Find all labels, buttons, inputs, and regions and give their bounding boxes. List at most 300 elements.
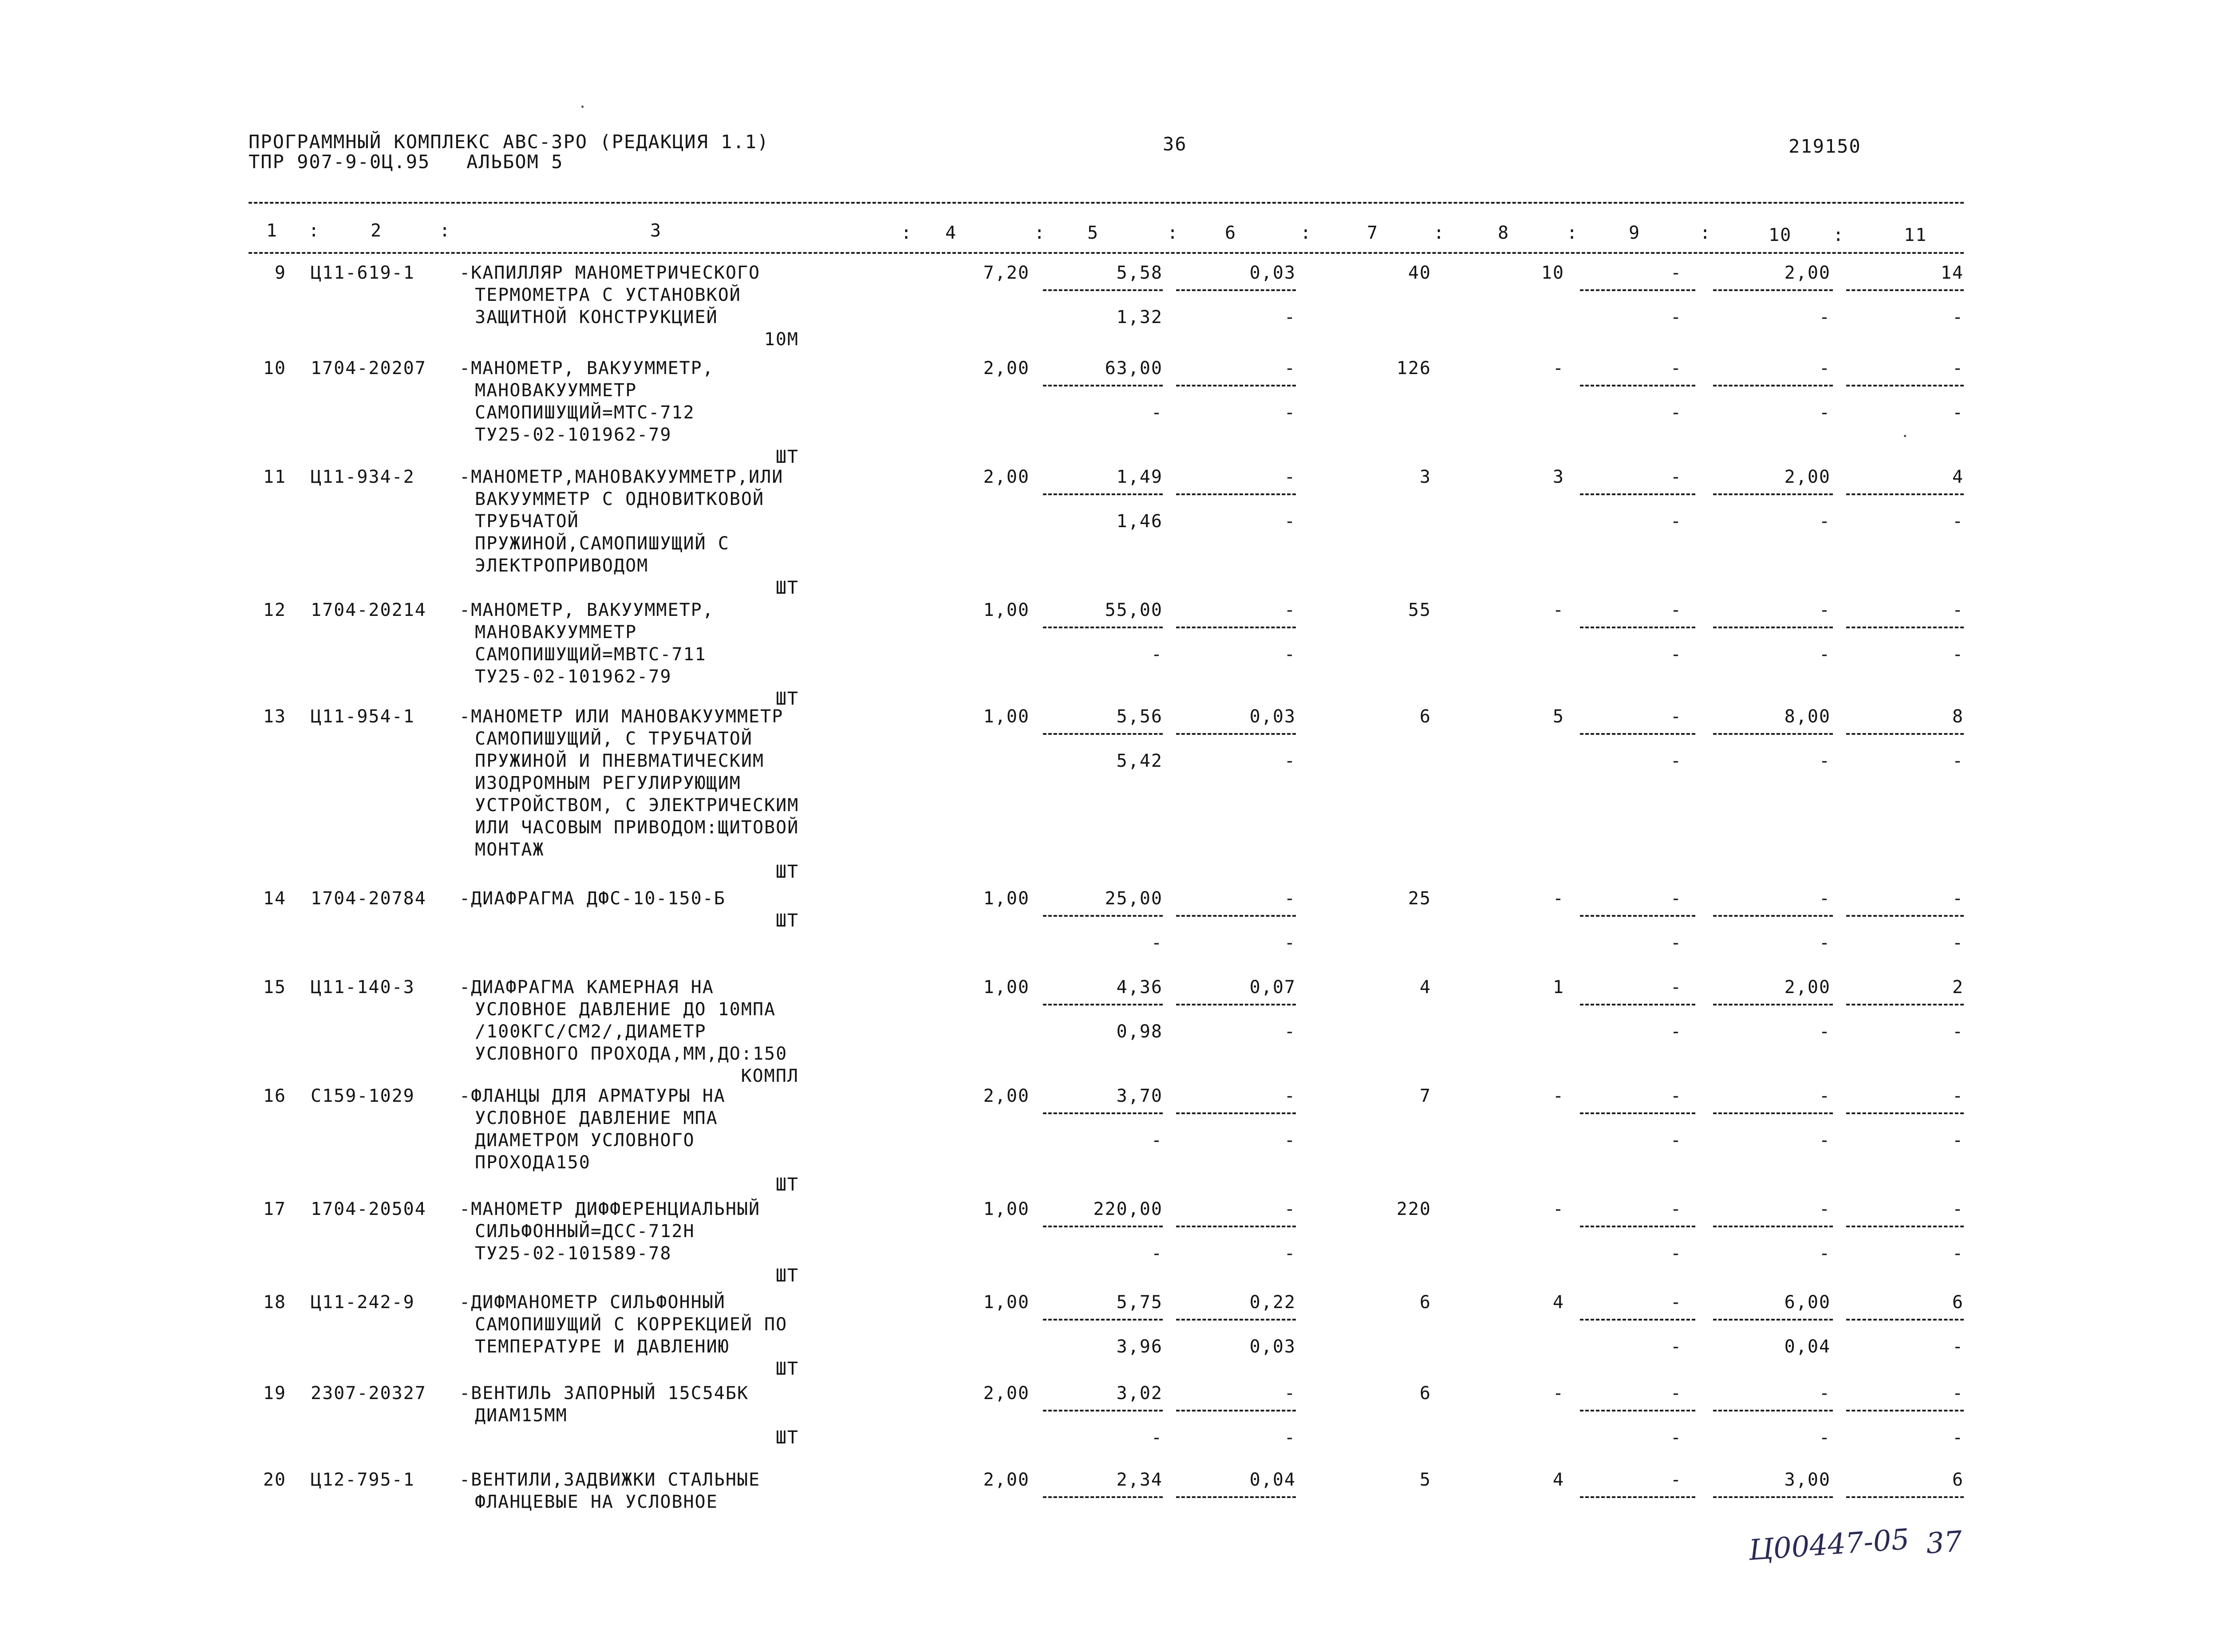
value-c5: 5,56 [1116,706,1163,727]
col-header-3: 3 [650,221,662,241]
value-c6b: - [1284,402,1296,423]
item-description: -ДИАФРАГМА КАМЕРНАЯ НА [459,977,714,998]
value-c11: - [1952,1383,1964,1404]
value-c9: - [1670,1292,1682,1313]
value-c9b: - [1670,751,1682,771]
value-c5: 1,49 [1116,467,1163,487]
value-c7: 4 [1419,977,1431,998]
item-description: ТЕМПЕРАТУРЕ И ДАВЛЕНИЮ [475,1337,730,1357]
value-c11: - [1952,888,1964,909]
norm-code: Ц11-954-1 [311,706,415,727]
value-c8: - [1552,1086,1564,1106]
item-description: -МАНОМЕТР ИЛИ МАНОВАКУУММЕТР [459,706,784,727]
value-c4: 2,00 [983,467,1030,487]
value-c5b: 1,32 [1116,307,1163,327]
value-c10: 8,00 [1784,706,1831,727]
norm-code: Ц12-795-1 [311,1470,415,1490]
value-c11: - [1952,1086,1964,1106]
value-c9b: - [1670,307,1682,327]
col-header-7: 7 [1367,223,1379,243]
value-underline [1713,289,1833,291]
value-underline [1713,1410,1833,1411]
item-description: -КАПИЛЛЯР МАНОМЕТРИЧЕСКОГО [459,263,761,283]
value-c10: 2,00 [1784,467,1831,487]
value-c6b: 0,03 [1249,1337,1296,1357]
value-c9b: - [1670,1337,1682,1357]
item-description: САМОПИШУЩИЙ С КОРРЕКЦИЕЙ ПО [475,1314,788,1335]
value-c11: 6 [1952,1292,1964,1313]
value-c5b: - [1151,644,1163,665]
unit-label: ШТ [775,1427,799,1448]
value-underline [1580,1410,1695,1411]
value-c6b: - [1284,751,1296,771]
norm-code: Ц11-619-1 [311,263,415,283]
value-underline [1713,493,1833,495]
norm-code: 1704-20784 [311,888,426,909]
value-c6: - [1284,600,1296,620]
item-description: ТЕРМОМЕТРА С УСТАНОВКОЙ [475,285,741,305]
item-description: САМОПИШУЩИЙ, С ТРУБЧАТОЙ [475,729,753,749]
value-underline [1043,1226,1163,1227]
value-c6b: - [1284,307,1296,327]
row-number: 10 [263,358,286,379]
value-c11b: - [1952,1021,1964,1042]
value-c8: - [1552,600,1564,620]
value-c7: 126 [1396,358,1431,379]
item-description: ДИАМЕТРОМ УСЛОВНОГО [475,1130,695,1151]
value-underline [1043,493,1163,495]
item-description: -МАНОМЕТР,МАНОВАКУУММЕТР,ИЛИ [459,467,784,487]
row-number: 9 [274,263,286,283]
item-description: -МАНОМЕТР ДИФФЕРЕНЦИАЛЬНЫЙ [459,1199,761,1219]
item-description: МАНОВАКУУММЕТР [475,622,637,643]
value-underline [1846,1226,1964,1227]
norm-code: С159-1029 [311,1086,415,1106]
value-c8: 4 [1552,1292,1564,1313]
value-c6: - [1284,1383,1296,1404]
value-underline [1043,1410,1163,1411]
norm-code: 1704-20207 [311,358,426,379]
row-number: 15 [263,977,286,998]
col-separator: : [1433,223,1445,243]
value-c4: 1,00 [983,600,1030,620]
value-c11: - [1952,358,1964,379]
value-c10: - [1819,888,1831,909]
value-underline [1713,915,1833,917]
value-c9: - [1670,467,1682,487]
value-c11b: - [1952,933,1964,953]
value-c6: 0,03 [1249,706,1296,727]
value-underline [1580,1004,1695,1005]
value-c8: - [1552,888,1564,909]
value-c5: 55,00 [1105,600,1163,620]
value-c7: 3 [1419,467,1431,487]
value-c5b: 3,96 [1116,1337,1163,1357]
value-underline [1176,289,1296,291]
item-description: ДИАМ15ММ [475,1405,568,1426]
value-underline [1043,1112,1163,1114]
value-c9: - [1670,600,1682,620]
value-underline [1713,1226,1833,1227]
value-c11b: - [1952,1427,1964,1448]
col-header-11: 11 [1904,225,1927,245]
value-c5b: 0,98 [1116,1021,1163,1042]
value-underline [1176,1226,1296,1227]
item-description: УСЛОВНОЕ ДАВЛЕНИЕ ДО 10МПА [475,999,776,1020]
value-underline [1846,289,1964,291]
value-c7: 25 [1408,888,1431,909]
value-c9b: - [1670,1021,1682,1042]
value-c11: 8 [1952,706,1964,727]
unit-label: ШТ [775,689,799,709]
value-c6b: - [1284,1130,1296,1151]
value-underline [1176,1319,1296,1321]
value-c5b: - [1151,1130,1163,1151]
value-c10: - [1819,1086,1831,1106]
value-c10: - [1819,600,1831,620]
value-c5b: 1,46 [1116,511,1163,532]
value-underline [1846,733,1964,735]
item-description: УСТРОЙСТВОМ, С ЭЛЕКТРИЧЕСКИМ [475,795,799,816]
header-project-line: ТПР 907-9-0Ц.95 АЛЬБОМ 5 [249,151,564,173]
value-c5: 220,00 [1093,1199,1163,1219]
item-description: ИЛИ ЧАСОВЫМ ПРИВОДОМ:ЩИТОВОЙ [475,817,799,838]
item-description: -ФЛАНЦЫ ДЛЯ АРМАТУРЫ НА [459,1086,726,1106]
value-c5b: - [1151,1243,1163,1264]
value-underline [1713,385,1833,386]
value-c10: 3,00 [1784,1470,1831,1490]
value-c4: 2,00 [983,1383,1030,1404]
item-description: САМОПИШУЩИЙ=МТС-712 [475,402,695,423]
value-c10b: - [1819,1243,1831,1264]
value-c10: - [1819,1199,1831,1219]
value-c9: - [1670,888,1682,909]
row-number: 11 [263,467,286,487]
value-c5: 25,00 [1105,888,1163,909]
value-c7: 6 [1419,1292,1431,1313]
value-c10b: - [1819,1021,1831,1042]
value-c11b: - [1952,307,1964,327]
value-c4: 2,00 [983,1086,1030,1106]
value-c7: 40 [1408,263,1431,283]
value-c5b: - [1151,402,1163,423]
value-c4: 1,00 [983,977,1030,998]
col-separator: : [901,223,913,243]
value-c10b: - [1819,644,1831,665]
value-c8: - [1552,1383,1564,1404]
value-c11b: - [1952,1130,1964,1151]
value-c9b: - [1670,402,1682,423]
scan-speck [1904,435,1906,437]
col-header-10: 10 [1769,225,1792,245]
value-c9: - [1670,358,1682,379]
handwritten-page: 37 [1925,1525,1963,1561]
value-underline [1846,1319,1964,1321]
value-c5b: - [1151,933,1163,953]
value-underline [1846,1004,1964,1005]
value-c6b: - [1284,1243,1296,1264]
value-c9: - [1670,706,1682,727]
value-c9b: - [1670,1130,1682,1151]
value-c11: 4 [1952,467,1964,487]
scan-speck [581,106,584,108]
row-number: 14 [263,888,286,909]
value-c10b: - [1819,1130,1831,1151]
value-underline [1043,627,1163,628]
value-c10: 6,00 [1784,1292,1831,1313]
header-rule-top [249,202,1964,204]
value-c5b: - [1151,1427,1163,1448]
value-underline [1043,1004,1163,1005]
value-c6b: - [1284,1021,1296,1042]
value-c11b: - [1952,1337,1964,1357]
value-c8: 4 [1552,1470,1564,1490]
value-underline [1713,1319,1833,1321]
value-c10: 2,00 [1784,263,1831,283]
value-c11b: - [1952,511,1964,532]
value-underline [1043,1319,1163,1321]
value-c5: 5,58 [1116,263,1163,283]
norm-code: 1704-20214 [311,600,426,620]
value-underline [1043,1496,1163,1498]
value-underline [1043,733,1163,735]
unit-label: ШТ [775,578,799,598]
value-c5: 3,02 [1116,1383,1163,1404]
value-underline [1043,289,1163,291]
item-description: ПРУЖИНОЙ,САМОПИШУЩИЙ С [475,533,730,554]
col-header-2: 2 [371,221,383,241]
unit-label: ШТ [775,862,799,882]
value-c9: - [1670,263,1682,283]
norm-code: Ц11-934-2 [311,467,415,487]
item-description: ЭЛЕКТРОПРИВОДОМ [475,556,649,576]
col-separators: : [308,221,320,241]
value-underline [1176,627,1296,628]
value-c10b: - [1819,751,1831,771]
row-number: 12 [263,600,286,620]
value-underline [1176,915,1296,917]
value-c6b: - [1284,933,1296,953]
unit-label: ШТ [775,1175,799,1195]
value-c11: - [1952,1199,1964,1219]
col-separator: : [1034,223,1046,243]
value-c5: 3,70 [1116,1086,1163,1106]
value-underline [1713,1112,1833,1114]
norm-code: 2307-20327 [311,1383,426,1404]
value-c9b: - [1670,933,1682,953]
value-c5: 5,75 [1116,1292,1163,1313]
item-description: ПРОХОДА150 [475,1152,591,1173]
item-description: ФЛАНЦЕВЫЕ НА УСЛОВНОЕ [475,1492,718,1512]
value-c9: - [1670,1199,1682,1219]
value-c5: 63,00 [1105,358,1163,379]
value-c10b: - [1819,933,1831,953]
value-c7: 7 [1419,1086,1431,1106]
value-c9b: - [1670,511,1682,532]
value-underline [1580,627,1695,628]
value-c6: - [1284,888,1296,909]
col-separator: : [1567,223,1579,243]
value-underline [1846,1496,1964,1498]
item-description: САМОПИШУЩИЙ=МВТС-711 [475,644,707,665]
value-c6: - [1284,1199,1296,1219]
value-c4: 1,00 [983,706,1030,727]
value-underline [1713,733,1833,735]
value-underline [1580,1226,1695,1227]
value-underline [1043,385,1163,386]
value-underline [1846,385,1964,386]
value-c6b: - [1284,511,1296,532]
value-c4: 7,20 [983,263,1030,283]
value-c9: - [1670,1383,1682,1404]
value-c10: 2,00 [1784,977,1831,998]
value-underline [1580,733,1695,735]
value-underline [1713,1004,1833,1005]
value-c11: 6 [1952,1470,1964,1490]
value-underline [1580,1496,1695,1498]
value-c6: 0,22 [1249,1292,1296,1313]
value-c9b: - [1670,1243,1682,1264]
col-header-5: 5 [1087,223,1099,243]
item-description: ПРУЖИНОЙ И ПНЕВМАТИЧЕСКИМ [475,751,765,771]
col-separator: : [439,221,451,241]
row-number: 19 [263,1383,286,1404]
item-description: ИЗОДРОМНЫМ РЕГУЛИРУЮЩИМ [475,773,741,793]
document-number: 219150 [1789,135,1861,157]
page-number: 36 [1163,133,1187,155]
value-c6b: - [1284,1427,1296,1448]
row-number: 18 [263,1292,286,1313]
value-c11: 14 [1940,263,1964,283]
col-header-6: 6 [1225,223,1237,243]
value-c8: - [1552,358,1564,379]
value-c10: - [1819,358,1831,379]
unit-label: ШТ [775,447,799,467]
item-description: МАНОВАКУУММЕТР [475,380,637,401]
item-description: СИЛЬФОННЫЙ=ДСС-712Н [475,1221,695,1242]
value-c8: 1 [1552,977,1564,998]
row-number: 20 [263,1470,286,1490]
value-c7: 220 [1396,1199,1431,1219]
value-underline [1713,1496,1833,1498]
value-c9: - [1670,977,1682,998]
value-c10b: - [1819,307,1831,327]
item-description: УСЛОВНОГО ПРОХОДА,ММ,ДО:150 [475,1044,788,1064]
norm-code: Ц11-140-3 [311,977,415,998]
value-c11b: - [1952,402,1964,423]
value-underline [1580,915,1695,917]
col-header-8: 8 [1498,223,1510,243]
value-c5: 4,36 [1116,977,1163,998]
norm-code: Ц11-242-9 [311,1292,415,1313]
value-underline [1043,915,1163,917]
value-c8: 10 [1541,263,1564,283]
header-rule-bottom [249,252,1964,254]
row-number: 13 [263,706,286,727]
unit-label: ШТ [775,911,799,931]
value-c8: 5 [1552,706,1564,727]
value-underline [1176,1112,1296,1114]
item-description: -МАНОМЕТР, ВАКУУММЕТР, [459,358,714,379]
value-c11b: - [1952,1243,1964,1264]
value-c6: 0,04 [1249,1470,1296,1490]
col-header-1: 1 [266,221,278,241]
value-c10b: - [1819,402,1831,423]
value-c6: 0,07 [1249,977,1296,998]
item-description: ТРУБЧАТОЙ [475,511,579,532]
value-c7: 6 [1419,1383,1431,1404]
value-c11: - [1952,600,1964,620]
value-c10b: - [1819,1427,1831,1448]
value-c7: 55 [1408,600,1431,620]
value-c5: 2,34 [1116,1470,1163,1490]
item-description: ТУ25-02-101962-79 [475,666,672,687]
value-c10b: - [1819,511,1831,532]
value-c8: - [1552,1199,1564,1219]
col-separator: : [1300,223,1312,243]
value-underline [1846,493,1964,495]
unit-label: 10М [764,329,799,350]
value-c6: - [1284,358,1296,379]
value-c9: - [1670,1470,1682,1490]
value-c9b: - [1670,1427,1682,1448]
item-description: -МАНОМЕТР, ВАКУУММЕТР, [459,600,714,620]
value-c10: - [1819,1383,1831,1404]
value-underline [1846,627,1964,628]
value-underline [1176,1410,1296,1411]
value-c6: 0,03 [1249,263,1296,283]
value-c6: - [1284,1086,1296,1106]
value-c7: 5 [1419,1470,1431,1490]
value-c6b: - [1284,644,1296,665]
value-c5b: 5,42 [1116,751,1163,771]
value-c10b: 0,04 [1784,1337,1831,1357]
value-c7: 6 [1419,706,1431,727]
value-underline [1176,385,1296,386]
value-underline [1846,1410,1964,1411]
value-c4: 1,00 [983,1292,1030,1313]
item-description: ЗАЩИТНОЙ КОНСТРУКЦИЕЙ [475,307,718,327]
value-c4: 2,00 [983,1470,1030,1490]
value-c9b: - [1670,644,1682,665]
value-c4: 1,00 [983,888,1030,909]
item-description: -ДИФМАНОМЕТР СИЛЬФОННЫЙ [459,1292,726,1313]
value-underline [1580,289,1695,291]
col-header-9: 9 [1629,223,1641,243]
value-underline [1846,1112,1964,1114]
value-underline [1580,1319,1695,1321]
item-description: ТУ25-02-101962-79 [475,425,672,445]
col-separator: : [1833,225,1845,245]
handwritten-number: Ц00447-05 [1747,1523,1911,1567]
value-c11b: - [1952,751,1964,771]
item-description: -ВЕНТИЛЬ ЗАПОРНЫЙ 15С54БК [459,1383,749,1404]
item-description: УСЛОВНОЕ ДАВЛЕНИЕ МПА [475,1108,718,1128]
value-underline [1176,1496,1296,1498]
value-c9: - [1670,1086,1682,1106]
value-c11: 2 [1952,977,1964,998]
col-separator: : [1167,223,1179,243]
value-underline [1176,493,1296,495]
col-separator: : [1700,223,1712,243]
header-program-line: ПРОГРАММНЫЙ КОМПЛЕКС АВС-3РО (РЕДАКЦИЯ 1.1) [249,131,770,153]
value-underline [1713,627,1833,628]
value-underline [1580,493,1695,495]
item-description: МОНТАЖ [475,840,545,860]
item-description: -ВЕНТИЛИ,ЗАДВИЖКИ СТАЛЬНЫЕ [459,1470,761,1490]
value-underline [1580,385,1695,386]
unit-label: ШТ [775,1359,799,1379]
